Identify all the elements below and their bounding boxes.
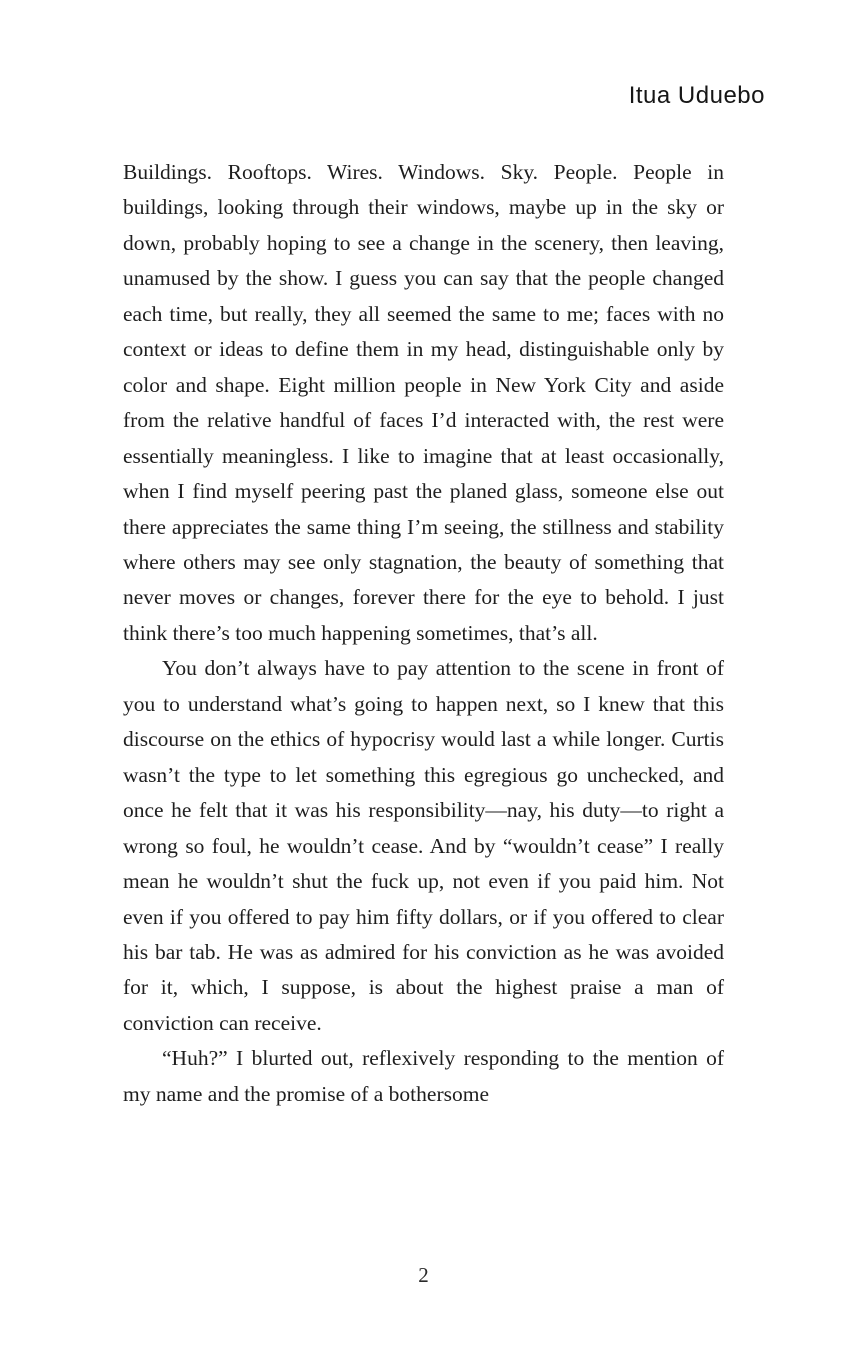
body-paragraph: “Huh?” I blurted out, reflexively responding to the mention of my name and the promise of a bothersome: [123, 1046, 724, 1106]
page-header: [0, 82, 765, 110]
page-footer: [123, 1263, 724, 1288]
body-paragraph: You don’t always have to pay attention to the scene in front of you to understand what’s going to happen next, so I knew that this discourse on the ethics of hypocrisy would last a while longer. Curtis wasn’t the type to let something this egregious go unchecked, and once he felt that it was his responsibility—nay, his duty—to right a wrong so foul, he wouldn’t cease. And by “wouldn’t cease” I really mean he wouldn’t shut the fuck up, not even if you paid him. Not even if you offered to pay him fifty dollars, or if you offered to clear his bar tab. He was as admired for his conviction as he was avoided for it, which, I suppose, is about the highest praise a man of conviction can receive.: [123, 656, 724, 1035]
author-name: Itua Uduebo: [628, 82, 765, 109]
body-paragraph: Buildings. Rooftops. Wires. Windows. Sky. People. People in buildings, looking through their windows, maybe up in the sky or down, probably hoping to see a change in the scenery, then leaving, unamused by the show. I guess you can say that the people changed each time, but really, they all seemed the same to me; faces with no context or ideas to define them in my head, distinguishable only by color and shape. Eight million people in New York City and aside from the relative handful of faces I’d interacted with, the rest were essentially meaningless. I like to imagine that at least occasionally, when I find myself peering past the planed glass, someone else out there appreciates the same thing I’m seeing, the stillness and stability where others may see only stagnation, the beauty of something that never moves or changes, forever there for the eye to behold. I just think there’s too much happening sometimes, that’s all.: [123, 160, 724, 645]
page-number: 2: [418, 1263, 429, 1287]
page-body: [123, 155, 724, 1112]
